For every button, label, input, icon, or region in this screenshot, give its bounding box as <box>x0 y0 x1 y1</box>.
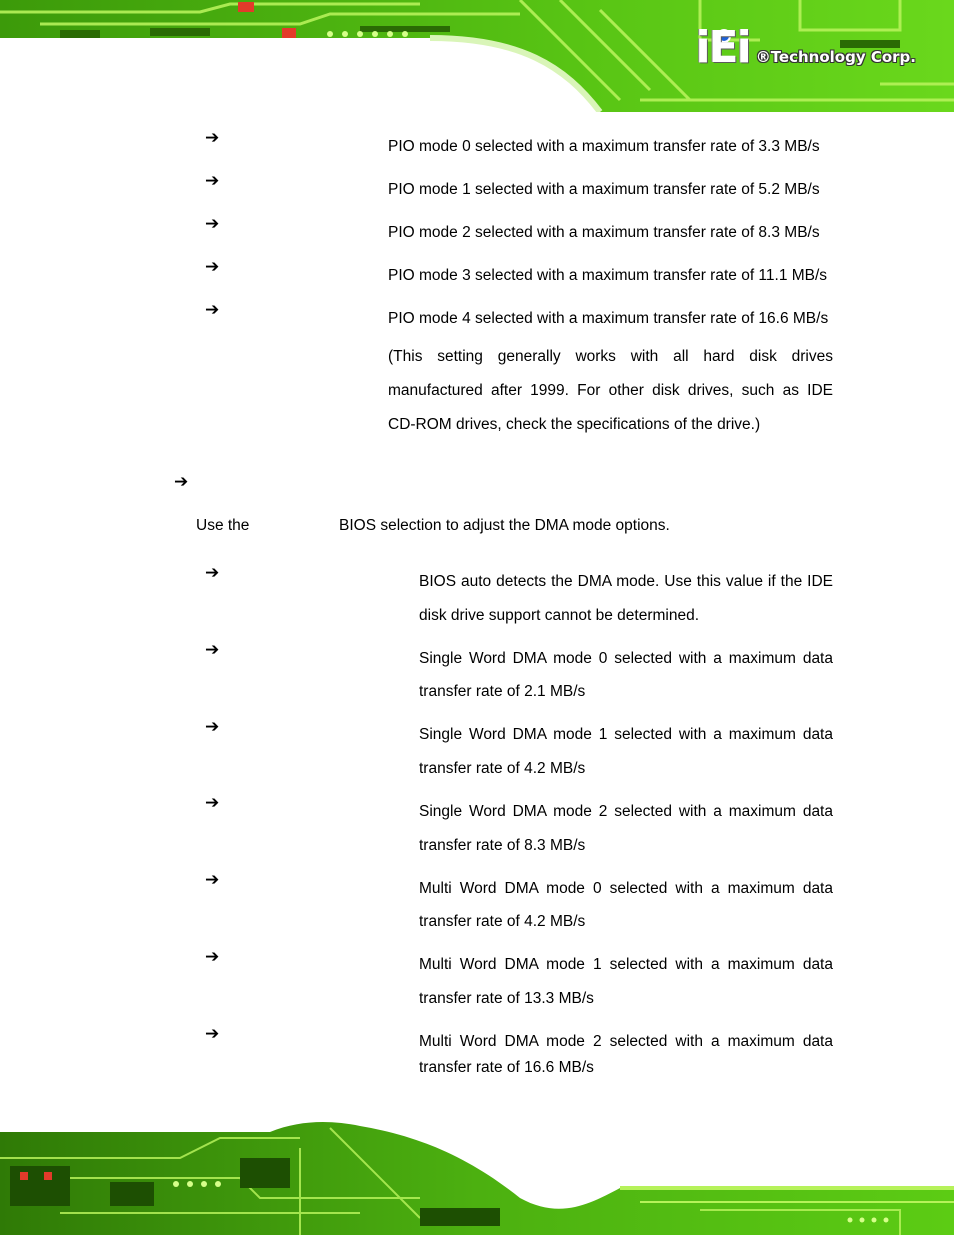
swdma-1-description-line-1: Single Word DMA mode 1 selected with a maximum data <box>419 726 833 743</box>
dma-intro-prefix: Use the <box>196 517 250 534</box>
pio-mode-2-description: PIO mode 2 selected with a maximum transfer rate of 8.3 MB/s <box>388 224 820 241</box>
dma-auto-description-line-2: disk drive support cannot be determined. <box>419 607 700 624</box>
arrow-bullet-icon: ➔ <box>205 793 220 813</box>
pio-note-line-3: CD-ROM drives, check the specifications of the drive.) <box>388 416 761 433</box>
iei-logo-tagline: ®Technology Corp. <box>755 48 916 66</box>
pio-mode-1-description: PIO mode 1 selected with a maximum transfer rate of 5.2 MB/s <box>388 181 820 198</box>
arrow-bullet-icon: ➔ <box>205 640 220 660</box>
circuit-board-footer-graphic <box>0 1118 954 1235</box>
mwdma-1-description-line-1: Multi Word DMA mode 1 selected with a maximum data <box>419 956 833 973</box>
arrow-bullet-icon: ➔ <box>205 870 220 890</box>
arrow-bullet-icon: ➔ <box>205 1024 220 1044</box>
swdma-2-description-line-1: Single Word DMA mode 2 selected with a maximum data <box>419 803 833 820</box>
swdma-0-description-line-2: transfer rate of 2.1 MB/s <box>419 683 586 700</box>
page-footer-banner <box>0 1118 954 1235</box>
mwdma-2-description-line-1: Multi Word DMA mode 2 selected with a maximum data <box>419 1033 833 1050</box>
arrow-bullet-icon: ➔ <box>205 214 220 234</box>
swdma-1-description-line-2: transfer rate of 4.2 MB/s <box>419 760 586 777</box>
pio-mode-3-description: PIO mode 3 selected with a maximum transfer rate of 11.1 MB/s <box>388 267 828 284</box>
pio-note-line-2: manufactured after 1999. For other disk drives, such as IDE <box>388 382 833 399</box>
arrow-bullet-icon: ➔ <box>205 300 220 320</box>
mwdma-2-description-line-2: transfer rate of 16.6 MB/s <box>419 1059 594 1076</box>
mwdma-0-description-line-2: transfer rate of 4.2 MB/s <box>419 913 586 930</box>
iei-logo <box>695 22 916 73</box>
arrow-bullet-icon: ➔ <box>205 128 220 148</box>
arrow-bullet-icon: ➔ <box>205 717 220 737</box>
page-header-banner <box>0 0 954 112</box>
pio-mode-4-description: PIO mode 4 selected with a maximum transfer rate of 16.6 MB/s <box>388 310 829 327</box>
pio-note-line-1: (This setting generally works with all hard disk drives <box>388 348 833 365</box>
arrow-bullet-icon: ➔ <box>174 472 189 492</box>
mwdma-0-description-line-1: Multi Word DMA mode 0 selected with a maximum data <box>419 880 833 897</box>
mwdma-1-description-line-2: transfer rate of 13.3 MB/s <box>419 990 594 1007</box>
dma-auto-description-line-1: BIOS auto detects the DMA mode. Use this value if the IDE <box>419 573 833 590</box>
iei-logo-mark: iEi <box>695 22 750 73</box>
swdma-0-description-line-1: Single Word DMA mode 0 selected with a maximum data <box>419 650 833 667</box>
pio-mode-0-description: PIO mode 0 selected with a maximum transfer rate of 3.3 MB/s <box>388 138 820 155</box>
arrow-bullet-icon: ➔ <box>205 563 220 583</box>
swdma-2-description-line-2: transfer rate of 8.3 MB/s <box>419 837 586 854</box>
arrow-bullet-icon: ➔ <box>205 257 220 277</box>
arrow-bullet-icon: ➔ <box>205 171 220 191</box>
dma-intro-suffix: BIOS selection to adjust the DMA mode options. <box>339 517 670 534</box>
arrow-bullet-icon: ➔ <box>205 947 220 967</box>
